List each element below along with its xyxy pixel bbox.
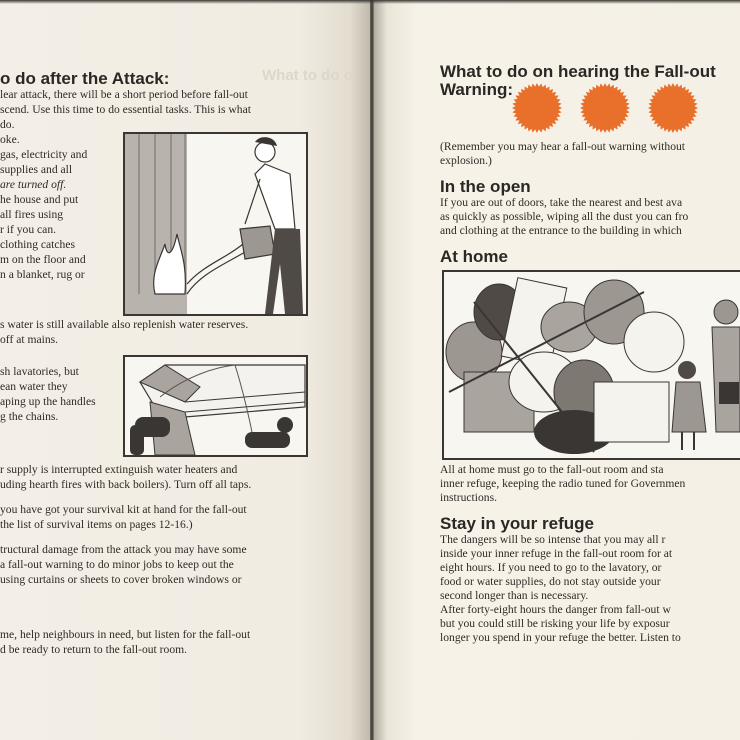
remember-line: (Remember you may hear a fall-out warning without <box>440 140 686 153</box>
text-line: instructions. <box>440 491 498 504</box>
text-line: you have got your survival kit at hand for the fall-out <box>0 503 247 516</box>
text-line: oke. <box>0 133 20 146</box>
text-line: lear attack, there will be a short period before fall-out <box>0 88 248 101</box>
text-line: n a blanket, rug or <box>0 268 85 281</box>
text-line: s water is still available also replenish water reserves. <box>0 318 249 331</box>
text-line: r supply is interrupted extinguish water heaters and <box>0 463 238 476</box>
text-line: off at mains. <box>0 333 59 346</box>
text-line: aping up the handles <box>0 395 96 408</box>
remember-line: explosion.) <box>440 154 492 167</box>
text-line: eight hours. If you need to go to the lavatory, or <box>440 561 662 574</box>
warning-burst-icon <box>647 82 699 134</box>
text-line: ean water they <box>0 380 68 393</box>
book-spine <box>370 0 374 740</box>
text-line: a fall-out warning to do minor jobs to keep out the <box>0 558 234 571</box>
text-line: food or water supplies, do not stay outside your <box>440 575 661 588</box>
text-line: sh lavatories, but <box>0 365 79 378</box>
fallout-warning-heading-line2: Warning: <box>440 80 514 99</box>
text-line: tructural damage from the attack you may have some <box>0 543 247 556</box>
text-line: m on the floor and <box>0 253 86 266</box>
text-line: are turned off. <box>0 178 67 191</box>
warning-burst-icon <box>511 82 563 134</box>
text-line: do. <box>0 118 15 131</box>
text-line: All at home must go to the fall-out room and sta <box>440 463 664 476</box>
text-line: as quickly as possible, wiping all the dust you can fro <box>440 210 689 223</box>
text-line: inside your inner refuge in the fall-out room for at <box>440 547 673 560</box>
right-page <box>372 0 740 740</box>
text-line: scend. Use this time to do essential tasks. This is what <box>0 103 251 116</box>
text-line: gas, electricity and <box>0 148 88 161</box>
text-line: If you are out of doors, take the nearest and best ava <box>440 196 683 209</box>
after-attack-heading: o do after the Attack: <box>0 69 170 88</box>
at-home-heading: At home <box>440 247 508 266</box>
text-line: d be ready to return to the fall-out room. <box>0 643 188 656</box>
text-line: g the chains. <box>0 410 59 423</box>
text-line: me, help neighbours in need, but listen for the fall-out <box>0 628 251 641</box>
fire-extinguish-drawing <box>125 134 306 314</box>
text-line: all fires using <box>0 208 64 221</box>
text-line: and clothing at the entrance to the building in which <box>440 224 682 237</box>
text-line: using curtains or sheets to cover broken windows or <box>0 573 242 586</box>
bleed-through-heading: What to do o <box>262 67 353 84</box>
family-refuge-drawing <box>444 272 740 458</box>
text-line: supplies and all <box>0 163 73 176</box>
text-line: The dangers will be so intense that you may all r <box>440 533 666 546</box>
text-line: uding hearth fires with back boilers). Turn off all taps. <box>0 478 252 491</box>
text-line: r if you can. <box>0 223 57 236</box>
illustration-extinguishing-fire <box>123 132 308 316</box>
lavatory-cistern-drawing <box>125 357 306 455</box>
stay-in-refuge-heading: Stay in your refuge <box>440 514 594 533</box>
text-line: inner refuge, keeping the radio tuned for Governmen <box>440 477 686 490</box>
text-line: but you could still be risking your life by exposur <box>440 617 670 630</box>
text-line: the list of survival items on pages 12-16.) <box>0 518 193 531</box>
text-line: After forty-eight hours the danger from fall-out w <box>440 603 671 616</box>
text-line: longer you spend in your refuge the better. Listen to <box>440 631 681 644</box>
fallout-warning-heading-line1: What to do on hearing the Fall-out <box>440 62 716 81</box>
top-edge-shadow <box>0 0 740 4</box>
text-line: clothing catches <box>0 238 76 251</box>
illustration-family-refuge <box>442 270 740 460</box>
in-the-open-heading: In the open <box>440 177 531 196</box>
warning-burst-icon <box>579 82 631 134</box>
text-line: he house and put <box>0 193 79 206</box>
illustration-lavatory-cistern <box>123 355 308 457</box>
text-line: second longer than is necessary. <box>440 589 589 602</box>
